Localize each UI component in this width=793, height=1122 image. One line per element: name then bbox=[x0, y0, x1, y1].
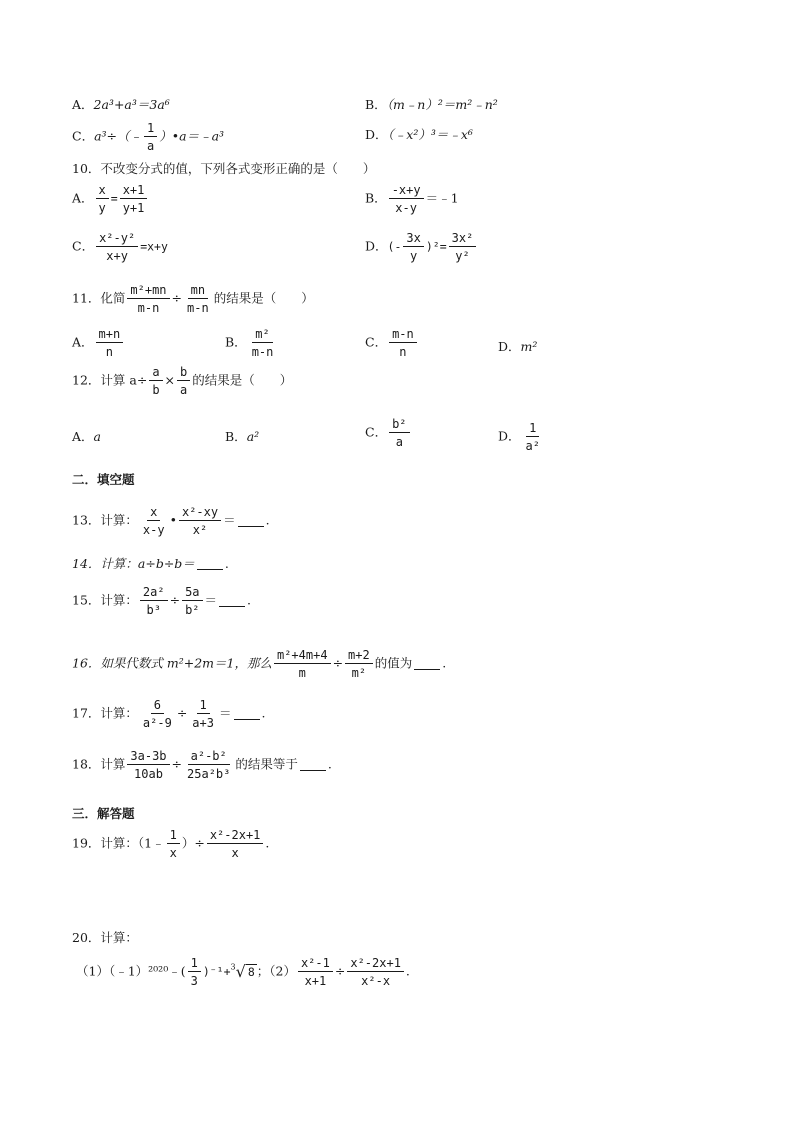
option-expr: （m﹣n）²＝m²﹣n² bbox=[386, 97, 498, 112]
numerator: b bbox=[177, 366, 190, 381]
numerator: m+n bbox=[96, 328, 124, 343]
denominator: x-y bbox=[142, 523, 165, 537]
period: . bbox=[442, 655, 447, 671]
numerator: 2a² bbox=[140, 586, 168, 601]
stem-prefix: 17．计算： bbox=[72, 705, 138, 721]
fraction bbox=[523, 422, 543, 452]
period: . bbox=[265, 835, 270, 851]
answer-blank[interactable] bbox=[238, 526, 264, 527]
denominator: 25a²b³ bbox=[187, 767, 231, 781]
numerator: 3a-3b bbox=[127, 750, 169, 765]
operator: ÷ bbox=[334, 963, 346, 979]
q17 bbox=[72, 699, 265, 729]
fraction bbox=[184, 750, 233, 780]
numerator: x²-1 bbox=[298, 957, 333, 972]
paren-open: (- bbox=[387, 239, 402, 254]
numerator: 1 bbox=[526, 422, 539, 437]
fraction bbox=[96, 328, 124, 358]
operator: • bbox=[169, 512, 177, 528]
option-label: D． bbox=[498, 428, 521, 444]
stem-prefix: 16．如果代数式 m²+2m＝1，那么 bbox=[72, 655, 272, 671]
fraction bbox=[144, 122, 157, 152]
fraction bbox=[182, 586, 202, 616]
fraction bbox=[249, 328, 277, 358]
section-title-fill-in: 二．填空题 bbox=[72, 472, 135, 487]
numerator: x²-y² bbox=[96, 232, 138, 247]
denominator: m bbox=[298, 666, 306, 680]
numerator: 3x bbox=[403, 232, 423, 247]
stem-prefix: 18．计算 bbox=[72, 756, 126, 772]
operator: ÷ bbox=[176, 705, 188, 721]
stem-prefix: 13．计算： bbox=[72, 512, 138, 528]
equals: ＝ bbox=[218, 705, 232, 721]
fraction bbox=[207, 829, 264, 859]
denominator: n bbox=[105, 345, 113, 359]
fraction bbox=[140, 699, 175, 729]
q13 bbox=[72, 506, 270, 536]
part1-prefix: （1）（﹣1）²⁰²⁰﹣( bbox=[76, 963, 186, 979]
option-label: C． bbox=[72, 128, 95, 144]
q12-option-c bbox=[365, 418, 412, 448]
numerator: mn bbox=[188, 284, 208, 299]
numerator: m²+4m+4 bbox=[274, 649, 331, 664]
option-expr: a² bbox=[246, 429, 260, 444]
numerator: 5a bbox=[182, 586, 202, 601]
q9-option-c bbox=[72, 122, 224, 152]
operator: ÷ bbox=[169, 592, 181, 608]
option-expr-post: ）•a＝﹣a³ bbox=[159, 128, 225, 144]
answer-blank[interactable] bbox=[219, 606, 245, 607]
option-label: A． bbox=[72, 334, 94, 350]
option-label: C． bbox=[365, 334, 388, 350]
fraction bbox=[298, 957, 333, 987]
period: . bbox=[405, 963, 410, 979]
stem-suffix: 的结果是（ ） bbox=[213, 290, 314, 306]
option-label: D． bbox=[498, 339, 521, 354]
q10-option-c bbox=[72, 232, 168, 262]
numerator: 1 bbox=[144, 122, 157, 137]
stem-prefix: 12．计算 a÷ bbox=[72, 372, 148, 388]
q11-option-d bbox=[498, 341, 537, 354]
denominator: a² bbox=[525, 439, 540, 453]
denominator: y² bbox=[455, 249, 470, 263]
option-expr: 2a³+a³＝3a⁶ bbox=[93, 97, 170, 112]
q12-option-d bbox=[498, 422, 545, 452]
section-title-solve: 三．解答题 bbox=[72, 806, 135, 821]
numerator: m² bbox=[252, 328, 272, 343]
stem-suffix: 的结果是（ ） bbox=[192, 372, 293, 388]
denominator: m-n bbox=[251, 345, 274, 359]
option-label: A． bbox=[72, 429, 94, 444]
denominator: a²-9 bbox=[142, 716, 172, 730]
denominator: y bbox=[410, 249, 418, 263]
fraction bbox=[140, 506, 168, 536]
period: . bbox=[261, 705, 266, 721]
fraction bbox=[120, 184, 148, 214]
numerator: 6 bbox=[151, 699, 164, 714]
fraction bbox=[96, 184, 109, 214]
numerator: 3x² bbox=[449, 232, 477, 247]
fraction bbox=[389, 328, 417, 358]
q11-stem bbox=[72, 284, 314, 314]
denominator: b² bbox=[185, 603, 200, 617]
numerator: m+2 bbox=[345, 649, 373, 664]
q10-option-a bbox=[72, 184, 149, 214]
operator: × bbox=[164, 372, 176, 388]
answer-blank[interactable] bbox=[197, 569, 223, 570]
q11-option-a bbox=[72, 328, 125, 358]
option-expr: a bbox=[93, 429, 101, 444]
numerator: x+1 bbox=[120, 184, 148, 199]
option-label: B． bbox=[365, 190, 387, 206]
fraction bbox=[347, 957, 404, 987]
denominator: m-n bbox=[187, 301, 209, 315]
option-label: B． bbox=[225, 334, 247, 350]
fraction bbox=[140, 586, 168, 616]
fraction bbox=[449, 232, 477, 262]
part2-prefix: ；（2） bbox=[256, 963, 296, 979]
option-label: C． bbox=[365, 424, 388, 440]
equals: ＝ bbox=[204, 592, 218, 608]
operator: ÷ bbox=[332, 655, 344, 671]
operator: ）÷ bbox=[181, 835, 205, 851]
numerator: -x+y bbox=[389, 184, 424, 199]
numerator: x²-xy bbox=[179, 506, 221, 521]
stem: 14．计算：a÷b÷b＝ bbox=[72, 556, 195, 571]
fraction bbox=[345, 649, 373, 679]
fraction bbox=[189, 699, 217, 729]
rhs: =x+y bbox=[140, 239, 168, 254]
period: . bbox=[265, 512, 270, 528]
numerator: a²-b² bbox=[188, 750, 230, 765]
fraction bbox=[96, 232, 138, 262]
q15 bbox=[72, 586, 251, 616]
fraction bbox=[177, 366, 190, 396]
denominator: x² bbox=[192, 523, 208, 537]
denominator: x bbox=[169, 846, 177, 860]
q16 bbox=[72, 649, 446, 679]
period: . bbox=[247, 592, 252, 608]
answer-blank[interactable] bbox=[300, 770, 326, 771]
option-label: D． bbox=[365, 238, 388, 254]
numerator: m-n bbox=[389, 328, 417, 343]
answer-blank[interactable] bbox=[414, 669, 440, 670]
numerator: 1 bbox=[197, 699, 210, 714]
q14 bbox=[72, 558, 229, 571]
denominator: b³ bbox=[146, 603, 161, 617]
option-expr: m² bbox=[520, 339, 538, 354]
fraction bbox=[127, 284, 169, 314]
q12-option-b bbox=[225, 431, 259, 444]
denominator: x+y bbox=[106, 249, 128, 263]
q10-option-d bbox=[365, 232, 478, 262]
q20-expression bbox=[76, 957, 410, 987]
option-label: A． bbox=[72, 190, 94, 206]
period: . bbox=[327, 756, 332, 772]
part1-suffix: )⁻¹+ bbox=[202, 964, 231, 979]
option-expr-pre: a³÷（﹣ bbox=[94, 128, 143, 144]
q9-option-d bbox=[365, 129, 473, 142]
stem-prefix: 11．化简 bbox=[72, 290, 126, 306]
radicand: 8 bbox=[247, 964, 255, 979]
denominator: x²-x bbox=[361, 974, 391, 988]
denominator: m-n bbox=[137, 301, 160, 315]
q12-option-a bbox=[72, 431, 101, 444]
radical-icon: √ bbox=[235, 962, 246, 981]
denominator: y bbox=[98, 201, 106, 215]
equals: = bbox=[110, 191, 118, 206]
numerator: x bbox=[96, 184, 109, 199]
denominator: a bbox=[180, 383, 188, 397]
fraction bbox=[188, 957, 201, 987]
q20-stem: 20．计算： bbox=[72, 930, 138, 945]
denominator: x+1 bbox=[304, 974, 327, 988]
denominator: x-y bbox=[395, 201, 417, 215]
option-label: B． bbox=[225, 429, 247, 444]
denominator: x bbox=[231, 846, 239, 860]
q18 bbox=[72, 750, 332, 780]
denominator: a bbox=[147, 139, 155, 153]
fraction bbox=[179, 506, 221, 536]
option-label: C． bbox=[72, 238, 95, 254]
stem-suffix: 的结果等于 bbox=[235, 756, 298, 772]
fraction bbox=[389, 184, 424, 214]
denominator: y+1 bbox=[122, 201, 145, 215]
stem-prefix: 19．计算：（1﹣ bbox=[72, 835, 165, 851]
equals: ＝ bbox=[223, 512, 236, 528]
q11-option-b bbox=[225, 328, 278, 358]
operator: ÷ bbox=[171, 290, 183, 306]
q19 bbox=[72, 829, 269, 859]
operator: ÷ bbox=[171, 756, 183, 772]
denominator: n bbox=[399, 345, 407, 359]
fraction bbox=[274, 649, 331, 679]
numerator: x²-2x+1 bbox=[347, 957, 404, 972]
denominator: a bbox=[395, 435, 403, 449]
root-index: 3 bbox=[230, 962, 236, 972]
period: . bbox=[224, 556, 229, 571]
denominator: b bbox=[152, 383, 160, 397]
numerator: a bbox=[149, 366, 162, 381]
stem-prefix: 15．计算： bbox=[72, 592, 138, 608]
option-expr: （﹣x²）³＝﹣x⁶ bbox=[387, 127, 473, 142]
q11-option-c bbox=[365, 328, 419, 358]
q12-stem bbox=[72, 366, 292, 396]
denominator: 10ab bbox=[134, 767, 163, 781]
q10-option-b bbox=[365, 184, 459, 214]
rhs: ＝﹣1 bbox=[425, 190, 459, 206]
fraction bbox=[389, 418, 409, 448]
option-label: D． bbox=[365, 127, 388, 142]
fraction bbox=[403, 232, 423, 262]
q10-stem: 10．不改变分式的值，下列各式变形正确的是（ ） bbox=[72, 161, 376, 176]
option-label: A． bbox=[72, 97, 94, 112]
stem-suffix: 的值为 bbox=[374, 655, 413, 671]
option-label: B． bbox=[365, 97, 387, 112]
numerator: b² bbox=[389, 418, 409, 433]
fraction bbox=[127, 750, 169, 780]
fraction bbox=[184, 284, 212, 314]
numerator: x bbox=[147, 506, 160, 521]
q9-option-b bbox=[365, 99, 498, 112]
paren-close: )²= bbox=[425, 239, 447, 254]
fraction bbox=[167, 829, 180, 859]
numerator: x²-2x+1 bbox=[207, 829, 264, 844]
answer-blank[interactable] bbox=[234, 719, 260, 720]
numerator: 1 bbox=[167, 829, 180, 844]
fraction bbox=[149, 366, 162, 396]
q9-option-a bbox=[72, 99, 170, 112]
denominator: a+3 bbox=[192, 716, 214, 730]
denominator: m² bbox=[351, 666, 367, 680]
denominator: 3 bbox=[190, 974, 198, 988]
numerator: m²+mn bbox=[127, 284, 169, 299]
numerator: 1 bbox=[188, 957, 201, 972]
